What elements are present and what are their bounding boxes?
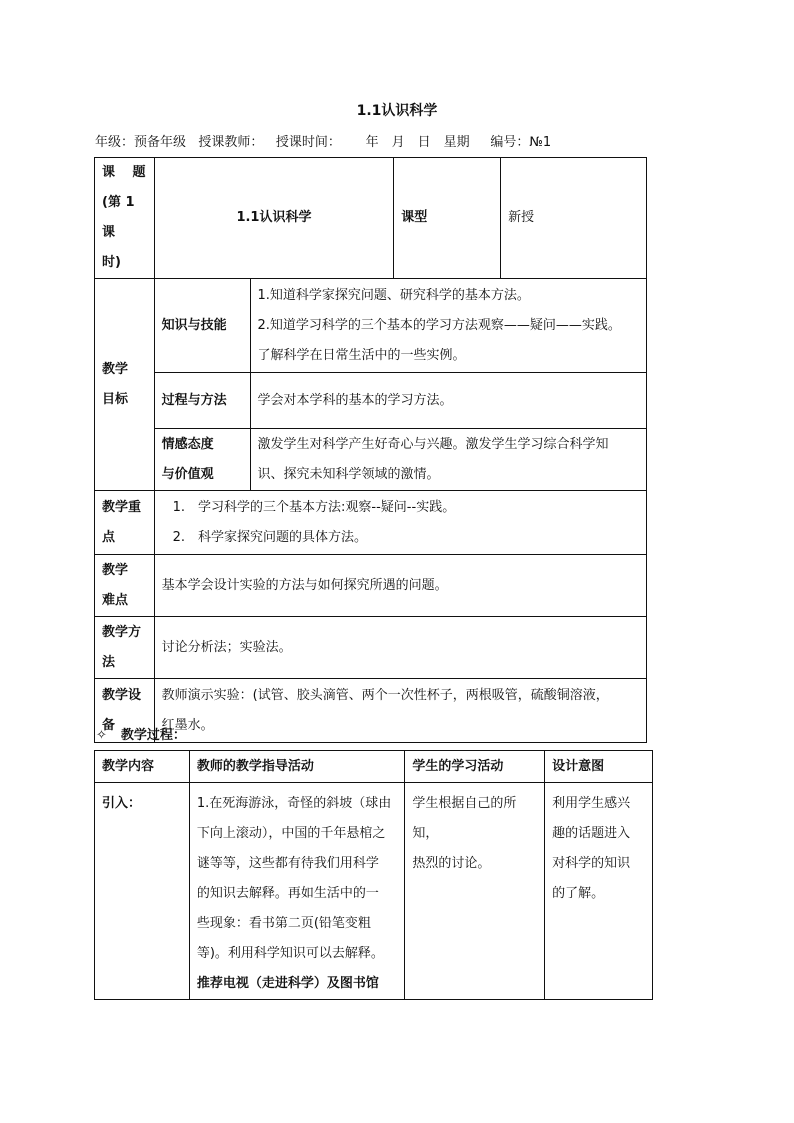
equipment-label-line: 备 — [102, 717, 116, 733]
equipment-label-line: 教学设 — [102, 687, 142, 703]
attitude-row — [95, 429, 647, 491]
date-label: 年 月 日 星期 — [365, 135, 470, 150]
header-teacher: 教师的教学指导活动 — [189, 751, 405, 783]
intent-line: 趣的话题进入 — [552, 826, 631, 841]
type-label: 课型 — [394, 158, 501, 279]
attitude-label-line: 与价值观 — [161, 466, 214, 482]
knowledge-row — [95, 279, 647, 373]
process-row-intro — [95, 783, 653, 1000]
page-title: 1.1认识科学 — [356, 103, 438, 119]
focus-label-line: 点 — [102, 529, 116, 545]
goals-label — [95, 279, 155, 491]
method-row — [95, 617, 647, 679]
topic-row — [95, 158, 647, 279]
topic-label-line: (第 1 课 — [102, 195, 135, 240]
student-line: 学生根据自己的所知， — [412, 796, 517, 841]
equipment-line: 教师演示实验：(试管、胶头滴管、两个一次性杯子，两根吸管，硫酸铜溶液， — [161, 687, 609, 703]
attitude-label-line: 情感态度 — [161, 436, 214, 452]
focus-value — [154, 491, 646, 555]
teacher-line-bold: 推荐电视（走进科学）及图书馆 — [196, 976, 379, 991]
teaching-process-table — [94, 750, 653, 1000]
difficulty-label-line: 难点 — [102, 592, 129, 608]
attitude-line: 识、探究未知科学领域的激情。 — [257, 466, 440, 482]
header-content: 教学内容 — [95, 751, 190, 783]
focus-item: 2. 科学家探究问题的具体方法。 — [172, 529, 368, 545]
method-value: 讨论分析法；实验法。 — [154, 617, 646, 679]
row-intent — [545, 783, 653, 1000]
attitude-line: 激发学生对科学产生好奇心与兴趣。激发学生学习综合科学知 — [257, 436, 609, 452]
process-header-row — [95, 751, 653, 783]
topic-value: 1.1认识科学 — [154, 158, 394, 279]
row-student — [405, 783, 545, 1000]
difficulty-value: 基本学会设计实验的方法与如何探究所遇的问题。 — [154, 555, 646, 617]
method-label-line: 教学方 — [102, 624, 142, 640]
process-row — [95, 373, 647, 429]
teacher-label: 授课教师： — [198, 135, 264, 150]
teacher-line: 谜等等，这些都有待我们用科学 — [196, 856, 379, 871]
knowledge-value — [250, 279, 646, 373]
topic-label-line: 时) — [102, 255, 121, 270]
student-line: 热烈的讨论。 — [412, 856, 491, 871]
lesson-plan-table — [94, 157, 647, 743]
intent-line: 的了解。 — [552, 886, 605, 901]
focus-item: 1. 学习科学的三个基本方法:观察--疑问--实践。 — [172, 499, 456, 515]
equipment-line: 红墨水。 — [161, 717, 214, 733]
teacher-line: 些现象：看书第二页(铅笔变粗 — [196, 916, 371, 931]
goals-label-line: 教学 — [102, 361, 129, 377]
difficulty-row — [95, 555, 647, 617]
knowledge-line: 1.知道科学家探究问题、研究科学的基本方法。 — [257, 287, 530, 303]
topic-label — [95, 158, 155, 279]
header-student: 学生的学习活动 — [405, 751, 545, 783]
lesson-info-line — [95, 131, 551, 150]
teacher-line: 等)。利用科学知识可以去解释。 — [196, 946, 384, 961]
number-label: 编号：№1 — [490, 135, 552, 150]
process-heading-text: 教学过程： — [120, 728, 186, 743]
attitude-value — [250, 429, 646, 491]
header-intent: 设计意图 — [545, 751, 653, 783]
goals-label-line: 目标 — [102, 391, 129, 407]
focus-row — [95, 491, 647, 555]
intent-line: 利用学生感兴 — [552, 796, 631, 811]
process-label: 过程与方法 — [154, 373, 250, 429]
knowledge-line: 2.知道学习科学的三个基本的学习方法观察——疑问——实践。 — [257, 317, 621, 333]
topic-label-line: 课 题 — [102, 165, 146, 180]
row-content: 引入： — [95, 783, 190, 1000]
teacher-line: 下向上滚动），中国的千年悬棺之 — [196, 826, 386, 841]
attitude-label — [154, 429, 250, 491]
focus-label-line: 教学重 — [102, 499, 142, 515]
teacher-line: 的知识去解释。再如生活中的一 — [196, 886, 379, 901]
process-value: 学会对本学科的基本的学习方法。 — [250, 373, 646, 429]
difficulty-label-line: 教学 — [102, 562, 129, 578]
focus-label — [95, 491, 155, 555]
teacher-line: 1.在死海游泳，奇怪的斜坡（球由 — [196, 796, 392, 811]
time-label: 授课时间： — [275, 135, 341, 150]
method-label — [95, 617, 155, 679]
intent-line: 对科学的知识 — [552, 856, 631, 871]
knowledge-line: 了解科学在日常生活中的一些实例。 — [257, 347, 466, 363]
grade-label: 年级：预备年级 — [95, 135, 187, 150]
type-value: 新授 — [501, 158, 647, 279]
knowledge-label: 知识与技能 — [154, 279, 250, 373]
process-heading — [96, 724, 186, 743]
row-teacher — [189, 783, 405, 1000]
diamond-star-icon: ✧ — [96, 728, 107, 743]
equipment-value — [154, 679, 646, 743]
method-label-line: 法 — [102, 654, 116, 670]
difficulty-label — [95, 555, 155, 617]
